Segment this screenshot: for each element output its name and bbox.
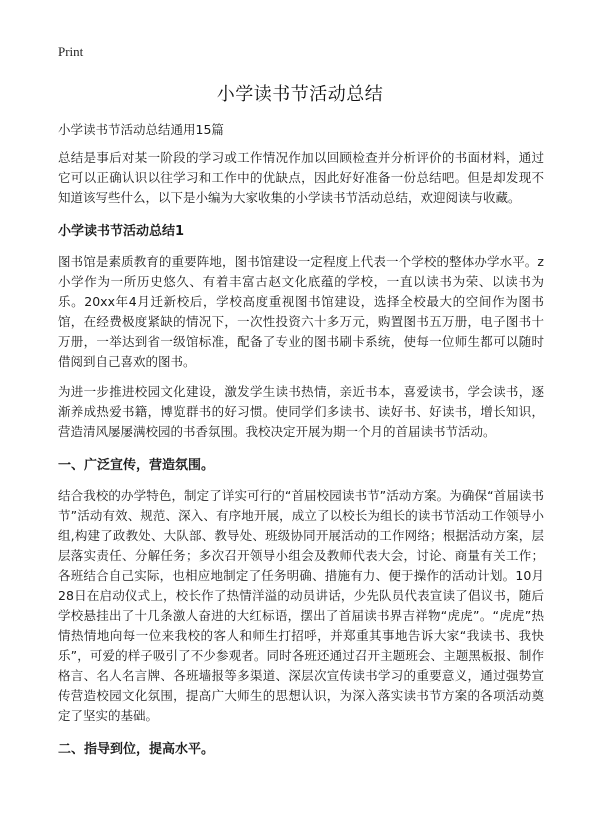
document-body <box>58 120 544 770</box>
intro-paragraph: 总结是事后对某一阶段的学习或工作情况作加以回顾检查并分析评价的书面材料，通过它可以正确认识以往学习和工作中的优缺点，因此好好准备一份总结吧。但是却发现不知道该写些什么，以下是小编为大家收集的小学读书节活动总结，欢迎阅读与收藏。 <box>58 150 544 205</box>
publicity-paragraph: 结合我校的办学特色，制定了详实可行的“首届校园读书节”活动方案。为确保“首届读书节”活动有效、规范、深入、有序地开展，成立了以校长为组长的读书节活动工作领导小组,构建了政教处、大队部、教导处、班级协同开展活动的工作网络；根据活动方案，层层落实责任、分解任务；多次召开领导小组会及教师代表大会，讨论、商量有关工作；各班结合自己实际，也相应地制定了任务明确、措施有力、便于操作的活动计划。10月28日在启动仪式上，校长作了热情洋溢的动员讲话，少先队员代表宣读了倡议书，随后学校悬挂出了十几条激人奋进的大红标语，摆出了首届读书界吉祥物“虎虎”。“虎虎”热情热情地向每一位来我校的客人和师生打招呼，并郑重其事地告诉大家“我读书、我快乐”，可爱的样子吸引了不少参观者。同时各班还通过召开主题班会、主题黑板报、制作格言、名人名言牌、各班墙报等多渠道、深层次宣传读书学习的重要意义，通过强势宣传营造校园文化氛围，提高广大师生的思想认识，为深入落实读书节方案的各项活动奠定了坚实的基础。 <box>58 488 544 723</box>
section-heading-1: 小学读书节活动总结1 <box>58 224 185 239</box>
document-title: 小学读书节活动总结 <box>216 84 384 105</box>
print-link[interactable]: Print <box>58 44 84 59</box>
subheading-guidance: 二、指导到位，提高水平。 <box>58 742 215 757</box>
subheading-publicity: 一、广泛宣传，营造氛围。 <box>58 458 215 473</box>
section1-paragraph-2: 为进一步推进校园文化建设，激发学生读书热情，亲近书本，喜爱读书，学会读书，逐渐养成热爱书籍，博览群书的好习惯。使同学们多读书、读好书、好读书，增长知识，营造清风屡屡满校园的书香氛围。我校决定开展为期一个月的首届读书节活动。 <box>58 384 544 439</box>
document-subtitle: 小学读书节活动总结通用15篇 <box>58 122 224 137</box>
section1-paragraph-1: 图书馆是素质教育的重要阵地，图书馆建设一定程度上代表一个学校的整体办学水平。z小学作为一所历史悠久、有着丰富古赵文化底蕴的学校，一直以读书为荣、以读书为乐。20xx年4月迁新校后，学校高度重视图书馆建设，选择全校最大的空间作为图书馆，在经费极度紧缺的情况下，一次性投资六十多万元，购置图书五万册，电子图书十万册，一举达到省一级馆标准，配备了专业的图书刷卡系统，使每一位师生都可以随时借阅到自己喜欢的图书。 <box>58 254 544 369</box>
